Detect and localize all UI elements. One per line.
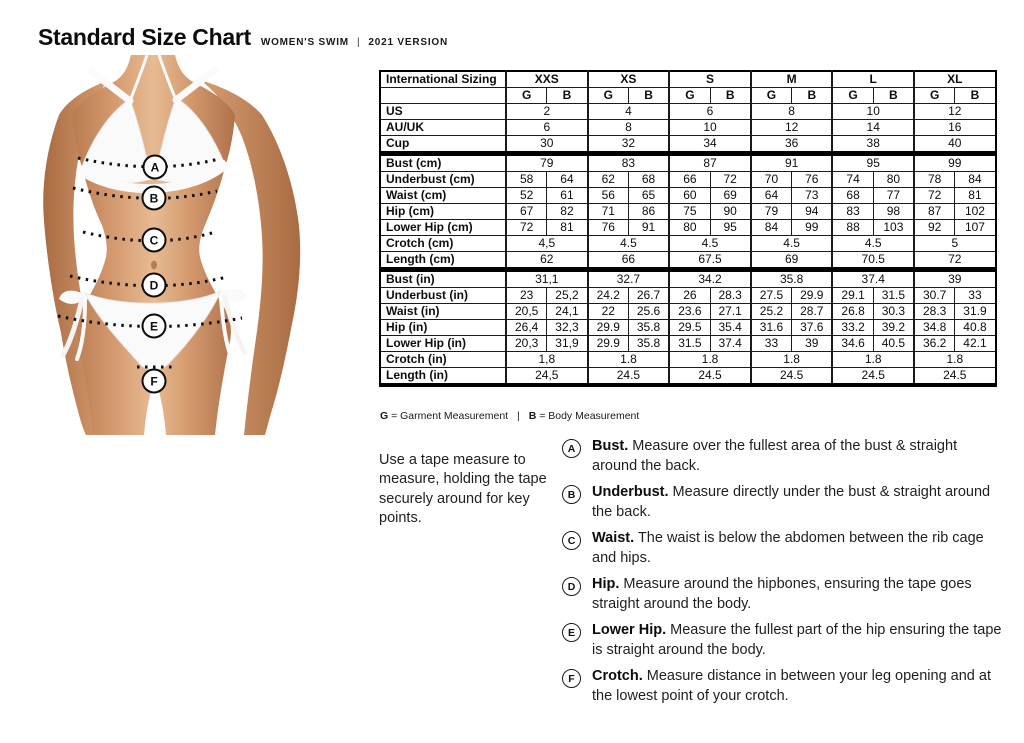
size-value-cell-garment: 67 xyxy=(506,204,547,220)
row-label: Waist (cm) xyxy=(380,188,506,204)
guide-item-text: Bust. Measure over the fullest area of the bust & straight around the back. xyxy=(592,438,958,474)
guide-item-b xyxy=(562,483,1010,522)
legend-g-key: G xyxy=(380,410,389,422)
size-value-cell-body: 99 xyxy=(792,220,833,236)
empty-header-cell xyxy=(380,88,506,104)
size-value-cell-garment: 83 xyxy=(832,204,873,220)
size-value-cell-body: 77 xyxy=(873,188,914,204)
size-value-cell: 4,5 xyxy=(506,236,588,252)
guide-item-term: Waist. xyxy=(592,530,635,546)
size-value-cell-garment: 23 xyxy=(506,288,547,304)
size-value-cell: 62 xyxy=(506,252,588,270)
size-value-cell-body: 61 xyxy=(547,188,588,204)
size-value-cell-garment: 34.8 xyxy=(914,320,955,336)
size-value-cell-body: 40.5 xyxy=(873,336,914,352)
size-value-cell-garment: 30.7 xyxy=(914,288,955,304)
size-value-cell: 24,5 xyxy=(506,368,588,386)
size-value-cell: 32 xyxy=(588,136,670,154)
size-value-cell-body: 64 xyxy=(547,172,588,188)
size-value-cell-garment: 78 xyxy=(914,172,955,188)
table-corner-label: International Sizing xyxy=(380,71,506,88)
size-value-cell: 24.5 xyxy=(914,368,996,386)
size-value-cell-garment: 28.3 xyxy=(914,304,955,320)
size-value-cell: 1.8 xyxy=(669,352,751,368)
row-label: Lower Hip (cm) xyxy=(380,220,506,236)
guide-item-f xyxy=(562,667,1010,706)
size-value-cell-body: 27.1 xyxy=(710,304,751,320)
subcolumn-header-b: B xyxy=(792,88,833,104)
size-value-cell-garment: 26 xyxy=(669,288,710,304)
size-value-cell-body: 35.4 xyxy=(710,320,751,336)
table-row xyxy=(380,136,996,154)
size-value-cell: 72 xyxy=(914,252,996,270)
size-value-cell-body: 68 xyxy=(628,172,669,188)
legend-b-text: = Body Measurement xyxy=(539,410,640,422)
size-value-cell: 35.8 xyxy=(751,270,833,288)
size-value-cell: 34.2 xyxy=(669,270,751,288)
guide-item-a xyxy=(562,437,1010,476)
table-row xyxy=(380,154,996,172)
size-value-cell: 10 xyxy=(669,120,751,136)
size-value-cell-garment: 75 xyxy=(669,204,710,220)
size-value-cell-garment: 25.2 xyxy=(751,304,792,320)
size-value-cell-garment: 26.8 xyxy=(832,304,873,320)
size-value-cell-body: 90 xyxy=(710,204,751,220)
table-row xyxy=(380,368,996,386)
row-label: Underbust (cm) xyxy=(380,172,506,188)
point-letter-f: F xyxy=(150,374,158,389)
size-value-cell-body: 81 xyxy=(955,188,996,204)
guide-item-e xyxy=(562,621,1010,660)
subcolumn-header-b: B xyxy=(955,88,996,104)
row-label: Underbust (in) xyxy=(380,288,506,304)
size-value-cell-garment: 88 xyxy=(832,220,873,236)
size-value-cell-garment: 33.2 xyxy=(832,320,873,336)
page-title: Standard Size Chart xyxy=(38,24,251,50)
size-value-cell: 6 xyxy=(669,104,751,120)
size-value-cell: 12 xyxy=(751,120,833,136)
table-row xyxy=(380,236,996,252)
size-value-cell: 37.4 xyxy=(832,270,914,288)
point-letter-c: C xyxy=(149,233,159,248)
table-legend xyxy=(380,410,639,422)
size-value-cell-body: 28.7 xyxy=(792,304,833,320)
point-letter-d: D xyxy=(149,278,159,293)
size-value-cell-garment: 23.6 xyxy=(669,304,710,320)
subcolumn-header-g: G xyxy=(506,88,547,104)
row-label: Length (cm) xyxy=(380,252,506,270)
subtitle-version: 2021 VERSION xyxy=(368,37,448,48)
size-value-cell: 12 xyxy=(914,104,996,120)
point-letter-e: E xyxy=(149,319,159,334)
guide-item-text: Waist. The waist is below the abdomen between the rib cage and hips. xyxy=(592,530,984,566)
size-value-cell: 34 xyxy=(669,136,751,154)
size-value-cell-body: 35.8 xyxy=(628,320,669,336)
table-row xyxy=(380,120,996,136)
size-value-cell-body: 94 xyxy=(792,204,833,220)
size-value-cell: 70.5 xyxy=(832,252,914,270)
size-value-cell-garment: 92 xyxy=(914,220,955,236)
size-chart-table xyxy=(379,70,997,387)
subcolumn-header-g: G xyxy=(751,88,792,104)
subcolumn-header-g: G xyxy=(669,88,710,104)
point-letter-b: B xyxy=(149,191,159,206)
size-value-cell: 16 xyxy=(914,120,996,136)
size-value-cell-body: 39.2 xyxy=(873,320,914,336)
size-column-header: L xyxy=(832,71,914,88)
guide-item-d xyxy=(562,575,1010,614)
size-value-cell-body: 32,3 xyxy=(547,320,588,336)
size-value-cell-body: 81 xyxy=(547,220,588,236)
size-value-cell: 1.8 xyxy=(832,352,914,368)
guide-item-text: Crotch. Measure distance in between your leg opening and at the lowest point of your crotch. xyxy=(592,668,991,704)
table-row xyxy=(380,172,996,188)
legend-b-key: B xyxy=(528,410,537,422)
size-value-cell: 95 xyxy=(832,154,914,172)
size-value-cell-body: 25.6 xyxy=(628,304,669,320)
size-value-cell-body: 37.4 xyxy=(710,336,751,352)
guide-letter-badge: C xyxy=(562,531,581,550)
guide-item-term: Lower Hip. xyxy=(592,622,667,638)
row-label: AU/UK xyxy=(380,120,506,136)
subcolumn-header-g: G xyxy=(914,88,955,104)
size-value-cell: 24.5 xyxy=(832,368,914,386)
size-value-cell-garment: 26,4 xyxy=(506,320,547,336)
row-label: Hip (in) xyxy=(380,320,506,336)
tape-measure-note: Use a tape measure to measure, holding the tape securely around for key points. xyxy=(379,451,547,526)
size-value-cell: 39 xyxy=(914,270,996,288)
size-value-cell-body: 65 xyxy=(628,188,669,204)
subcolumn-header-b: B xyxy=(628,88,669,104)
table-row xyxy=(380,204,996,220)
page-header xyxy=(38,24,448,51)
row-label: Bust (in) xyxy=(380,270,506,288)
size-value-cell-garment: 29.1 xyxy=(832,288,873,304)
size-value-cell-body: 35.8 xyxy=(628,336,669,352)
page-subtitle xyxy=(261,37,448,48)
size-value-cell-garment: 60 xyxy=(669,188,710,204)
size-value-cell-garment: 31.5 xyxy=(669,336,710,352)
size-value-cell-body: 33 xyxy=(955,288,996,304)
size-value-cell-body: 31,9 xyxy=(547,336,588,352)
size-value-cell-garment: 68 xyxy=(832,188,873,204)
size-value-cell-body: 73 xyxy=(792,188,833,204)
size-value-cell-body: 69 xyxy=(710,188,751,204)
table-row xyxy=(380,352,996,368)
size-value-cell-garment: 20,5 xyxy=(506,304,547,320)
table-row xyxy=(380,252,996,270)
size-value-cell-garment: 29.9 xyxy=(588,336,629,352)
body-measurement-figure xyxy=(35,55,355,435)
size-value-cell: 99 xyxy=(914,154,996,172)
body-figure-illustration xyxy=(35,55,355,435)
row-label: Cup xyxy=(380,136,506,154)
guide-item-text: Lower Hip. Measure the fullest part of the hip ensuring the tape is straight around the body. xyxy=(592,622,1002,658)
size-value-cell: 32.7 xyxy=(588,270,670,288)
row-label: Hip (cm) xyxy=(380,204,506,220)
size-value-cell-body: 30.3 xyxy=(873,304,914,320)
size-value-cell-garment: 36.2 xyxy=(914,336,955,352)
size-value-cell-body: 107 xyxy=(955,220,996,236)
size-value-cell: 91 xyxy=(751,154,833,172)
size-value-cell-garment: 56 xyxy=(588,188,629,204)
size-value-cell-garment: 20,3 xyxy=(506,336,547,352)
subcolumn-header-b: B xyxy=(873,88,914,104)
size-value-cell: 1.8 xyxy=(914,352,996,368)
size-value-cell: 79 xyxy=(506,154,588,172)
size-value-cell-garment: 52 xyxy=(506,188,547,204)
guide-letter-badge: D xyxy=(562,577,581,596)
size-value-cell-garment: 31.6 xyxy=(751,320,792,336)
size-value-cell-body: 103 xyxy=(873,220,914,236)
subtitle-separator: | xyxy=(356,37,361,48)
size-value-cell-garment: 76 xyxy=(588,220,629,236)
size-value-cell-body: 98 xyxy=(873,204,914,220)
size-value-cell: 1.8 xyxy=(588,352,670,368)
size-value-cell: 4.5 xyxy=(588,236,670,252)
legend-g-text: = Garment Measurement xyxy=(391,410,509,422)
size-value-cell: 24.5 xyxy=(751,368,833,386)
size-value-cell: 2 xyxy=(506,104,588,120)
size-value-cell-body: 31.5 xyxy=(873,288,914,304)
size-value-cell-garment: 34.6 xyxy=(832,336,873,352)
size-value-cell: 10 xyxy=(832,104,914,120)
size-value-cell-body: 86 xyxy=(628,204,669,220)
subcolumn-header-g: G xyxy=(832,88,873,104)
table-row xyxy=(380,320,996,336)
size-value-cell: 36 xyxy=(751,136,833,154)
size-value-cell: 69 xyxy=(751,252,833,270)
table-row xyxy=(380,288,996,304)
size-value-cell-garment: 29.9 xyxy=(588,320,629,336)
subcolumn-header-b: B xyxy=(710,88,751,104)
size-value-cell-body: 28.3 xyxy=(710,288,751,304)
size-column-header: S xyxy=(669,71,751,88)
size-value-cell-garment: 27.5 xyxy=(751,288,792,304)
guide-letter-badge: E xyxy=(562,623,581,642)
size-value-cell: 4.5 xyxy=(832,236,914,252)
guide-item-c xyxy=(562,529,1010,568)
size-column-header: XL xyxy=(914,71,996,88)
size-value-cell-body: 95 xyxy=(710,220,751,236)
size-value-cell: 67.5 xyxy=(669,252,751,270)
size-column-header: M xyxy=(751,71,833,88)
size-value-cell-body: 82 xyxy=(547,204,588,220)
size-value-cell-body: 24,1 xyxy=(547,304,588,320)
table-row xyxy=(380,270,996,288)
size-value-cell-body: 102 xyxy=(955,204,996,220)
guide-item-term: Crotch. xyxy=(592,668,643,684)
size-value-cell: 4 xyxy=(588,104,670,120)
size-value-cell: 1,8 xyxy=(506,352,588,368)
size-value-cell-garment: 58 xyxy=(506,172,547,188)
size-value-cell-body: 40.8 xyxy=(955,320,996,336)
size-value-cell-garment: 72 xyxy=(506,220,547,236)
size-value-cell-garment: 71 xyxy=(588,204,629,220)
row-label: Bust (cm) xyxy=(380,154,506,172)
table-row xyxy=(380,104,996,120)
subtitle-collection: WOMEN'S SWIM xyxy=(260,37,349,48)
measurement-guide xyxy=(562,437,1010,706)
guide-letter-badge: B xyxy=(562,485,581,504)
guide-item-text: Hip. Measure around the hipbones, ensuring the tape goes straight around the body. xyxy=(592,576,972,612)
size-value-cell-garment: 33 xyxy=(751,336,792,352)
table-row xyxy=(380,304,996,320)
size-value-cell-garment: 70 xyxy=(751,172,792,188)
guide-item-term: Underbust. xyxy=(592,484,669,500)
size-value-cell-body: 31.9 xyxy=(955,304,996,320)
table-row xyxy=(380,220,996,236)
size-value-cell-body: 37.6 xyxy=(792,320,833,336)
table-row xyxy=(380,336,996,352)
size-value-cell: 38 xyxy=(832,136,914,154)
size-value-cell-garment: 66 xyxy=(669,172,710,188)
size-value-cell: 87 xyxy=(669,154,751,172)
size-value-cell: 14 xyxy=(832,120,914,136)
guide-letter-badge: A xyxy=(562,439,581,458)
size-value-cell-body: 25,2 xyxy=(547,288,588,304)
size-value-cell-garment: 74 xyxy=(832,172,873,188)
size-column-header: XS xyxy=(588,71,670,88)
subcolumn-header-b: B xyxy=(547,88,588,104)
row-label: Waist (in) xyxy=(380,304,506,320)
size-value-cell: 8 xyxy=(588,120,670,136)
size-value-cell-body: 39 xyxy=(792,336,833,352)
row-label: Length (in) xyxy=(380,368,506,386)
size-value-cell: 24.5 xyxy=(669,368,751,386)
size-value-cell-body: 84 xyxy=(955,172,996,188)
size-value-cell-body: 91 xyxy=(628,220,669,236)
size-value-cell: 30 xyxy=(506,136,588,154)
guide-item-term: Hip. xyxy=(592,576,620,592)
size-value-cell-body: 72 xyxy=(710,172,751,188)
size-value-cell-garment: 79 xyxy=(751,204,792,220)
guide-item-term: Bust. xyxy=(592,438,629,454)
row-label: Crotch (in) xyxy=(380,352,506,368)
size-value-cell-body: 29.9 xyxy=(792,288,833,304)
size-value-cell: 4.5 xyxy=(669,236,751,252)
size-value-cell-garment: 29.5 xyxy=(669,320,710,336)
size-value-cell-garment: 80 xyxy=(669,220,710,236)
legend-separator: | xyxy=(517,410,520,422)
size-value-cell: 5 xyxy=(914,236,996,252)
size-value-cell: 1.8 xyxy=(751,352,833,368)
size-value-cell-garment: 62 xyxy=(588,172,629,188)
size-value-cell: 66 xyxy=(588,252,670,270)
figure-navel xyxy=(151,261,157,270)
row-label: Lower Hip (in) xyxy=(380,336,506,352)
size-value-cell-garment: 87 xyxy=(914,204,955,220)
table-row xyxy=(380,188,996,204)
size-value-cell-garment: 64 xyxy=(751,188,792,204)
size-value-cell-body: 42.1 xyxy=(955,336,996,352)
size-value-cell-body: 80 xyxy=(873,172,914,188)
size-value-cell-garment: 22 xyxy=(588,304,629,320)
point-letter-a: A xyxy=(150,160,160,175)
size-value-cell-body: 26.7 xyxy=(628,288,669,304)
guide-letter-badge: F xyxy=(562,669,581,688)
size-value-cell: 83 xyxy=(588,154,670,172)
size-value-cell: 8 xyxy=(751,104,833,120)
size-column-header: XXS xyxy=(506,71,588,88)
size-value-cell: 6 xyxy=(506,120,588,136)
size-value-cell: 40 xyxy=(914,136,996,154)
subcolumn-header-g: G xyxy=(588,88,629,104)
guide-item-text: Underbust. Measure directly under the bust & straight around the back. xyxy=(592,484,991,520)
size-value-cell-garment: 24.2 xyxy=(588,288,629,304)
size-value-cell: 24.5 xyxy=(588,368,670,386)
row-label: Crotch (cm) xyxy=(380,236,506,252)
row-label: US xyxy=(380,104,506,120)
size-value-cell: 31,1 xyxy=(506,270,588,288)
size-value-cell-garment: 72 xyxy=(914,188,955,204)
size-value-cell-body: 76 xyxy=(792,172,833,188)
size-value-cell-garment: 84 xyxy=(751,220,792,236)
size-value-cell: 4.5 xyxy=(751,236,833,252)
